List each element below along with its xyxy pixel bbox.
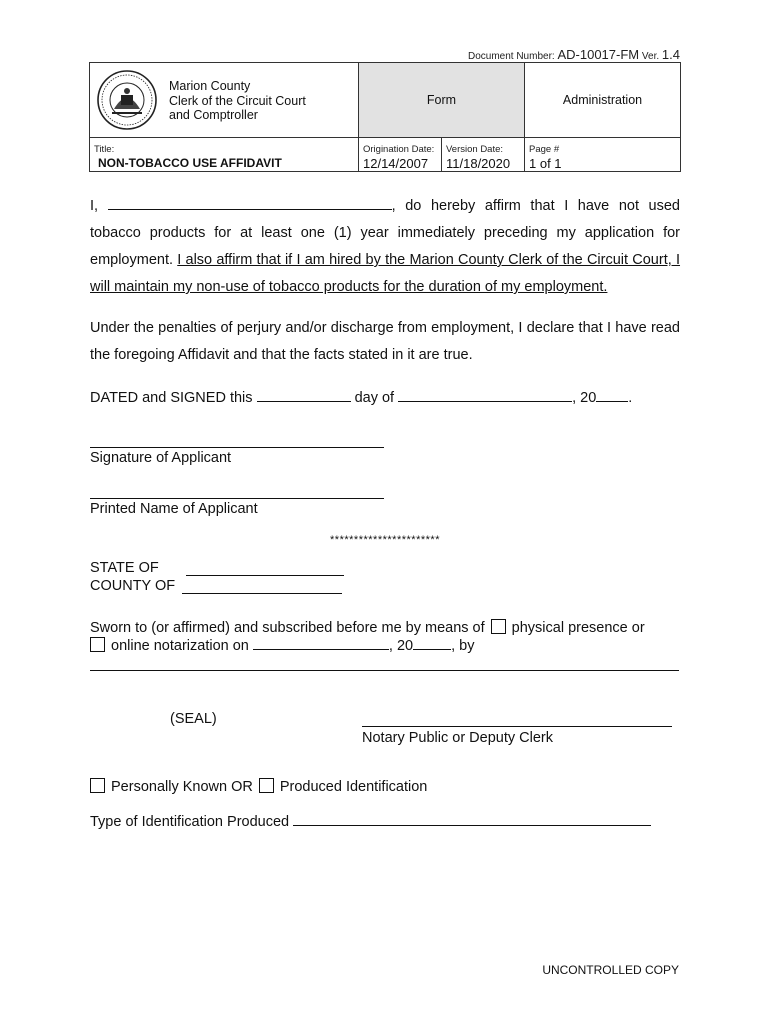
produced-id-label: Produced Identification (279, 779, 428, 795)
form-cell: Form (359, 63, 525, 138)
version-date-label: Version Date: (446, 144, 504, 155)
org-line-3: and Comptroller (169, 108, 258, 122)
dated-period: . (628, 390, 633, 406)
seal-label: (SEAL) (170, 711, 217, 727)
origination-cell (359, 138, 442, 172)
sworn-text: Sworn to (or affirmed) and subscribed before me by means of (90, 620, 485, 636)
day-of-label: day of (354, 390, 395, 406)
year-prefix: , 20 (572, 390, 597, 406)
separator-stars: *********************** (330, 534, 440, 546)
identification-line (90, 778, 427, 795)
org-line-1: Marion County (169, 79, 251, 93)
form-title: NON-TOBACCO USE AFFIDAVIT (98, 156, 282, 170)
sworn-year-prefix: , 20 (388, 638, 414, 654)
version-label: Ver. (641, 51, 660, 62)
notary-label: Notary Public or Deputy Clerk (362, 730, 553, 746)
title-label: Title: (94, 144, 115, 155)
online-notarization-label: online notarization on (111, 638, 249, 654)
header-table (89, 62, 681, 172)
affirm-text: , do hereby affirm that I have not used tobacco products for at least one (1) year immediately preceding my application for employment. (90, 198, 680, 268)
sworn-year-blank[interactable] (413, 637, 451, 650)
org-line-2: Clerk of the Circuit Court (169, 93, 306, 108)
perjury-paragraph: Under the penalties of perjury and/or discharge from employment, I declare that I have read the foregoing Affidavit and that the facts stated in it are true. (90, 320, 680, 363)
county-label: COUNTY OF (90, 578, 176, 594)
month-blank[interactable] (398, 389, 572, 402)
dated-signed-line (90, 389, 632, 406)
state-label: STATE OF (90, 560, 159, 576)
online-notarization-checkbox[interactable] (90, 637, 105, 652)
signature-label: Signature of Applicant (90, 450, 232, 466)
day-blank[interactable] (257, 389, 351, 402)
document-number (468, 47, 680, 62)
applicant-name-blank[interactable] (108, 197, 392, 210)
county-blank[interactable] (182, 593, 342, 594)
origination-label: Origination Date: (363, 144, 435, 155)
version-date: 11/18/2020 (446, 156, 511, 171)
personally-known-label: Personally Known OR (111, 779, 253, 795)
notary-signature-line[interactable] (362, 726, 672, 727)
produced-id-checkbox[interactable] (259, 778, 274, 793)
physical-presence-checkbox[interactable] (491, 619, 506, 634)
state-blank[interactable] (186, 575, 344, 576)
id-type-line (90, 813, 651, 830)
admin-cell: Administration (525, 63, 681, 138)
id-type-blank[interactable] (293, 813, 651, 826)
version-date-cell (442, 138, 525, 172)
sworn-by-line[interactable] (90, 670, 679, 671)
county-seal-icon (96, 69, 158, 131)
doc-number-label: Document Number: (467, 51, 555, 62)
org-cell (90, 63, 359, 138)
signature-line[interactable] (90, 447, 384, 448)
affirm-underlined-text: I also affirm that if I am hired by the Marion County Clerk of the Circuit Court, I will maintain my non-use of tobacco products for the duration of my employment. (90, 252, 681, 295)
dated-label: DATED and SIGNED this (90, 390, 253, 406)
physical-presence-label: physical presence or (511, 620, 645, 636)
printed-name-label: Printed Name of Applicant (90, 501, 258, 517)
id-type-label: Type of Identification Produced (90, 814, 290, 830)
affirm-start: I, (90, 198, 99, 214)
printed-name-line[interactable] (90, 498, 384, 499)
notarization-date-blank[interactable] (253, 637, 389, 650)
affirmation-paragraph (90, 193, 680, 301)
sworn-line-1 (90, 619, 645, 636)
doc-number-value: AD-10017-FM (557, 47, 640, 62)
year-blank[interactable] (596, 389, 628, 402)
page-value: 1 of 1 (529, 156, 562, 171)
version-value: 1.4 (661, 47, 680, 62)
org-name (169, 79, 306, 123)
sworn-line-2 (90, 637, 474, 654)
personally-known-checkbox[interactable] (90, 778, 105, 793)
sworn-by-label: , by (451, 638, 475, 654)
origination-date: 12/14/2007 (363, 156, 429, 171)
page-label: Page # (529, 144, 560, 155)
uncontrolled-copy-footer: UNCONTROLLED COPY (542, 963, 679, 977)
title-cell (90, 138, 359, 172)
page-cell (525, 138, 681, 172)
